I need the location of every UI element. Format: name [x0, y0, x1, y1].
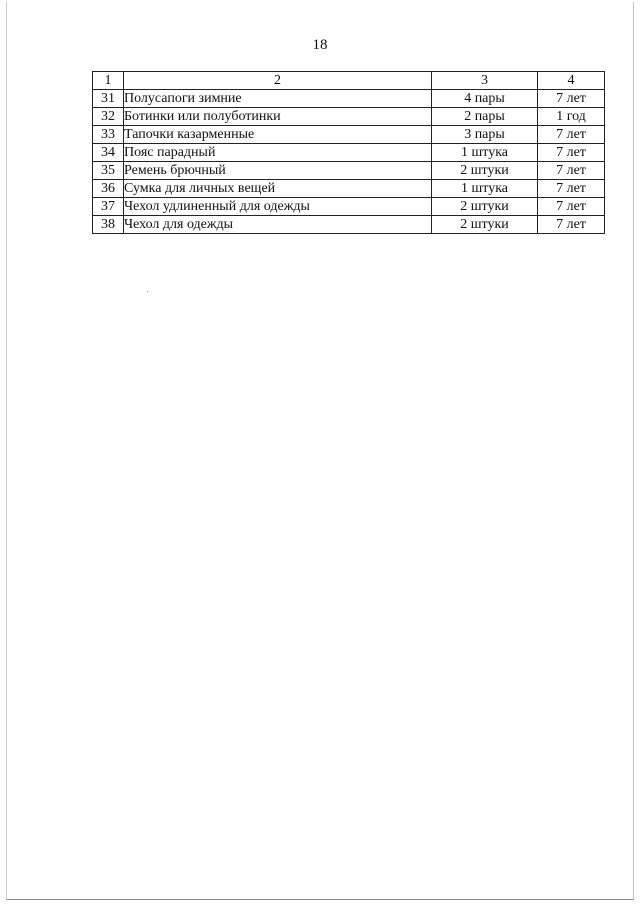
row-number: 36 [93, 180, 124, 198]
column-number-2: 2 [124, 72, 432, 90]
item-term: 7 лет [538, 126, 605, 144]
table-row [93, 90, 605, 108]
row-number: 31 [93, 90, 124, 108]
column-number-1: 1 [93, 72, 124, 90]
item-term: 7 лет [538, 162, 605, 180]
items-table [92, 71, 605, 234]
item-term: 1 год [538, 108, 605, 126]
item-term: 7 лет [538, 90, 605, 108]
scan-speck [147, 291, 148, 292]
item-term: 7 лет [538, 144, 605, 162]
table-row [93, 216, 605, 234]
table-row [93, 144, 605, 162]
item-quantity: 3 пары [432, 126, 538, 144]
item-quantity: 2 штуки [432, 216, 538, 234]
column-number-3: 3 [432, 72, 538, 90]
item-term: 7 лет [538, 216, 605, 234]
item-name: Полусапоги зимние [124, 90, 432, 108]
item-name: Чехол удлиненный для одежды [124, 198, 432, 216]
item-quantity: 2 штуки [432, 198, 538, 216]
row-number: 34 [93, 144, 124, 162]
item-quantity: 1 штука [432, 144, 538, 162]
item-quantity: 2 штуки [432, 162, 538, 180]
item-name: Тапочки казарменные [124, 126, 432, 144]
table-row [93, 180, 605, 198]
row-number: 35 [93, 162, 124, 180]
row-number: 37 [93, 198, 124, 216]
item-name: Сумка для личных вещей [124, 180, 432, 198]
row-number: 38 [93, 216, 124, 234]
item-quantity: 1 штука [432, 180, 538, 198]
row-number: 33 [93, 126, 124, 144]
row-number: 32 [93, 108, 124, 126]
table-row [93, 108, 605, 126]
page-number: 18 [312, 37, 328, 53]
item-name: Чехол для одежды [124, 216, 432, 234]
table-row [93, 162, 605, 180]
item-term: 7 лет [538, 180, 605, 198]
table-header-row [93, 72, 605, 90]
table-row [93, 198, 605, 216]
item-name: Пояс парадный [124, 144, 432, 162]
item-term: 7 лет [538, 198, 605, 216]
item-quantity: 2 пары [432, 108, 538, 126]
item-quantity: 4 пары [432, 90, 538, 108]
items-table-body [93, 72, 605, 234]
column-number-4: 4 [538, 72, 605, 90]
item-name: Ботинки или полуботинки [124, 108, 432, 126]
table-row [93, 126, 605, 144]
item-name: Ремень брючный [124, 162, 432, 180]
